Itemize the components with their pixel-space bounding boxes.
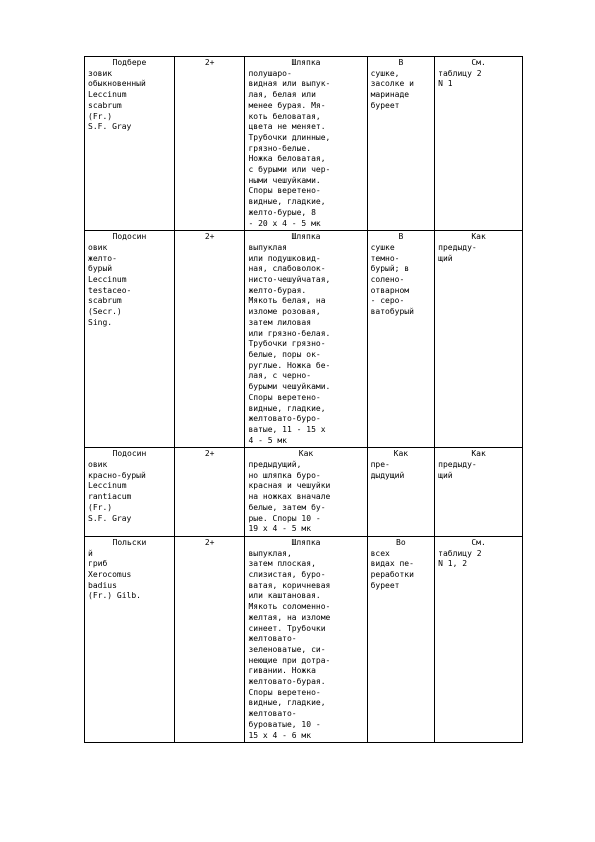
category-cell: 2+ bbox=[174, 231, 245, 448]
category-cell: 2+ bbox=[174, 536, 245, 742]
category-cell: 2+ bbox=[174, 57, 245, 231]
note-cell: См. таблицу 2 N 1, 2 bbox=[435, 536, 523, 742]
table-row bbox=[85, 448, 523, 537]
usage-cell: В сушке темно- бурый; в солено- отварном - серо- ватобурый bbox=[367, 231, 435, 448]
description-cell: Как предыдущий, но шляпка буро- красная и чешуйки на ножках вначале белые, затем бу- рые. Споры 10 - 19 x 4 - 5 мк bbox=[245, 448, 367, 537]
species-name-cell: Польски й гриб Xerocomus badius (Fr.) Gilb. bbox=[85, 536, 175, 742]
mushroom-table bbox=[84, 56, 523, 743]
table-row bbox=[85, 536, 523, 742]
usage-cell: Во всех видах пе- реработки буреет bbox=[367, 536, 435, 742]
note-cell: Как предыду- щий bbox=[435, 231, 523, 448]
description-cell: Шляпка полушаро- видная или выпук- лая, белая или менее бурая. Мя- коть беловатая, цвета не меняет. Трубочки длинные, грязно-белые. Ножка беловатая, с бурыми или чер- ными чешуйками. Споры веретено- видные, гладкие, желто-бурые, 8 - 20 x 4 - 5 мк bbox=[245, 57, 367, 231]
species-name-cell: Подосин овик красно-бурый Leccinum rantiacum (Fr.) S.F. Gray bbox=[85, 448, 175, 537]
category-cell: 2+ bbox=[174, 448, 245, 537]
description-cell: Шляпка выпуклая, затем плоская, слизистая, буро- ватая, коричневая или каштановая. Мякоть соломенно- желтая, на изломе синеет. Трубочки желтовато- зеленоватые, си- неющие при дотра- гивании. Ножка желтовато-бурая. Споры веретено- видные, гладкие, желтовато- буроватые, 10 - 15 x 4 - 6 мк bbox=[245, 536, 367, 742]
description-cell: Шляпка выпуклая или подушковид- ная, слабоволок- нисто-чешуйчатая, желто-бурая. Мякоть белая, на изломе розовая, затем лиловая или грязно-белая. Трубочки грязно- белые, поры ок- руглые. Ножка бе- лая, с черно- бурыми чешуйками. Споры веретено- видные, гладкие, желтовато-буро- ватые, 11 - 15 x 4 - 5 мк bbox=[245, 231, 367, 448]
usage-cell: Как пре- дыдущий bbox=[367, 448, 435, 537]
usage-cell: В сушке, засолке и маринаде буреет bbox=[367, 57, 435, 231]
note-cell: См. таблицу 2 N 1 bbox=[435, 57, 523, 231]
table-row bbox=[85, 231, 523, 448]
note-cell: Как предыду- щий bbox=[435, 448, 523, 537]
species-name-cell: Подосин овик желто- бурый Leccinum testaceo- scabrum (Secr.) Sing. bbox=[85, 231, 175, 448]
table-row bbox=[85, 57, 523, 231]
species-name-cell: Подбере зовик обыкновенный Leccinum scabrum (Fr.) S.F. Gray bbox=[85, 57, 175, 231]
